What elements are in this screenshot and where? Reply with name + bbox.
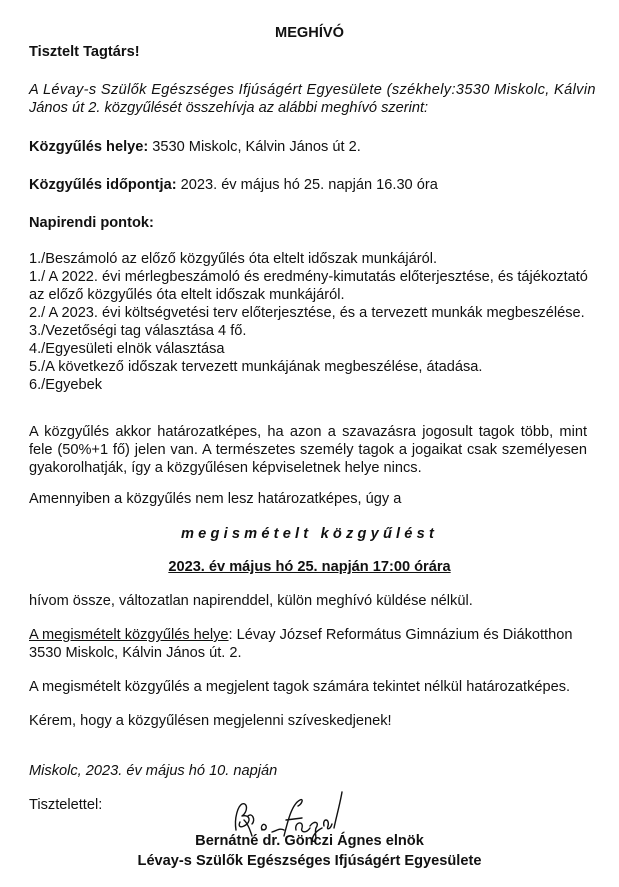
- repeated-quorum-line: A megismételt közgyűlés a megjelent tagok számára tekintet nélkül határozatképes.: [29, 679, 571, 695]
- repeated-venue-address: 3530 Miskolc, Kálvin János út. 2.: [29, 645, 242, 661]
- venue-value: 3530 Miskolc, Kálvin János út 2.: [148, 139, 361, 155]
- document-title: MEGHÍVÓ: [275, 25, 344, 41]
- repeated-venue-line: [29, 626, 572, 644]
- repeated-venue-value: : Lévay József Református Gimnázium és Diákotthon: [228, 627, 573, 643]
- time-value: 2023. év május hó 25. napján 16.30 óra: [176, 177, 438, 193]
- agenda-item: 3./Vezetőségi tag választása 4 fő.: [29, 323, 247, 339]
- request-line: Kérem, hogy a közgyűlésen megjelenni szíveskedjenek!: [29, 713, 392, 729]
- agenda-item: 1./ A 2022. évi mérlegbeszámoló és eredmény-kimutatás előterjesztése, és tájékoztató: [29, 269, 588, 285]
- agenda-item: 2./ A 2023. évi költségvetési terv előterjesztése, és a tervezett munkák megbeszélése.: [29, 305, 585, 321]
- organization-name: Lévay-s Szülők Egészséges Ifjúságért Egyesülete: [137, 853, 482, 869]
- place-date: Miskolc, 2023. év május hó 10. napján: [29, 763, 278, 779]
- signatory-name: Bernátné dr. Gönczi Ágnes elnök: [195, 833, 424, 849]
- agenda-item: az előző közgyűlés óta eltelt időszak munkájáról.: [29, 287, 345, 303]
- agenda-item: 5./A következő időszak tervezett munkájának megbeszélése, átadása.: [29, 359, 483, 375]
- agenda-item: 4./Egyesületi elnök választása: [29, 341, 225, 357]
- repeated-meeting-heading: megismételt közgyűlést: [180, 526, 439, 542]
- time-label: Közgyűlés időpontja:: [29, 177, 177, 193]
- convene-line: hívom össze, változatlan napirenddel, külön meghívó küldése nélkül.: [29, 593, 473, 609]
- repeated-meeting-datetime: 2023. év május hó 25. napján 17:00 órára: [168, 559, 451, 575]
- agenda-list: [29, 250, 588, 394]
- agenda-item: 6./Egyebek: [29, 377, 103, 393]
- time-line: [29, 176, 438, 194]
- greeting: Tisztelt Tagtárs!: [29, 44, 140, 60]
- conditional-line: Amennyiben a közgyűlés nem lesz határozatképes, úgy a: [29, 491, 402, 507]
- agenda-heading: Napirendi pontok:: [29, 215, 154, 231]
- venue-line: [29, 138, 361, 156]
- quorum-paragraph: A közgyűlés akkor határozatképes, ha azon a szavazásra jogosult tagok több, mint fele (50%+1 fő) jelen van. A természetes személy tagok a jogaikat csak személyesen gyakorolhatják, így a közgyűlésen képviseletnek helye nincs.: [29, 424, 587, 476]
- intro-line-2: János út 2. közgyűlését összehívja az alábbi meghívó szerint:: [29, 100, 429, 116]
- intro-line-1: A Lévay-s Szülők Egészséges Ifjúságért Egyesülete (székhely:3530 Miskolc, Kálvin: [29, 82, 596, 98]
- closing: Tisztelettel:: [29, 797, 103, 813]
- repeated-venue-label: A megismételt közgyűlés helye: [29, 627, 229, 643]
- venue-label: Közgyűlés helye:: [29, 139, 149, 155]
- agenda-item: 1./Beszámoló az előző közgyűlés óta eltelt időszak munkájáról.: [29, 251, 438, 267]
